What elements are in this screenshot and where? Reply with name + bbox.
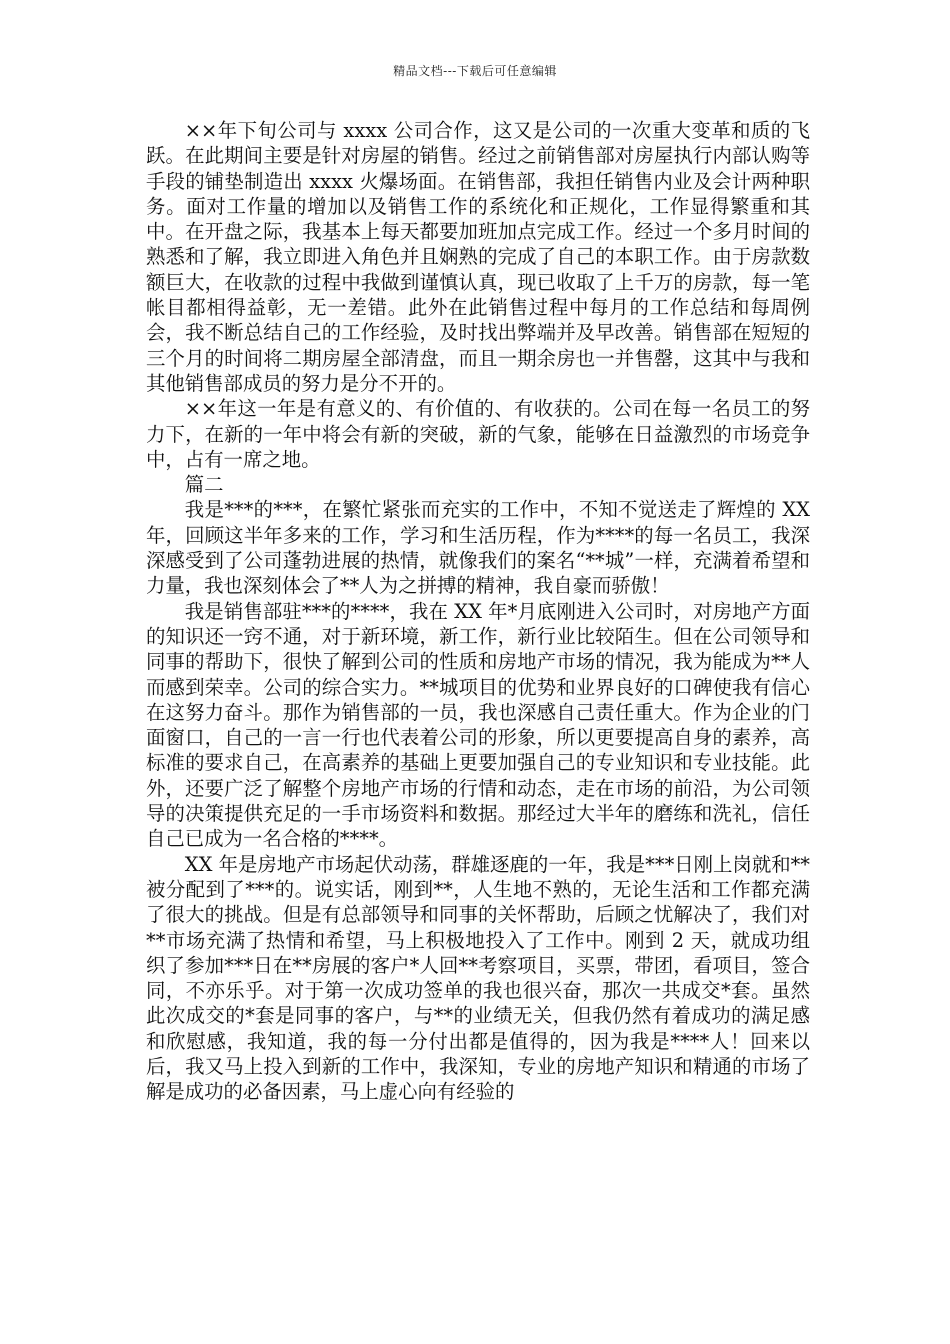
paragraph: XX 年是房地产市场起伏动荡，群雄逐鹿的一年，我是***日刚上岗就和**被分配到了***的。说实话，刚到**，人生地不熟的，无论生活和工作都充满了很大的挑战。但是有总部领导和同事的关怀帮助，后顾之忧解决了，我们对**市场充满了热情和希望，马上积极地投入了工作中。刚到 2 天，就成功组织了参加***日在**房展的客户*人回**考察项目，买票，带团，看项目，签合同，不亦乐乎。对于第一次成功签单的我也很兴奋，那次一共成交*套。虽然此次成交的*套是同事的客户，与**的业绩无关，但我仍然有着成功的满足感和欣慰感，我知道，我的每一分付出都是值得的，因为我是****人！回来以后，我又马上投入到新的工作中，我深知，专业的房地产知识和精通的市场了解是成功的必备因素，马上虚心向有经验的	[146, 852, 810, 1104]
paragraph: ××年这一年是有意义的、有价值的、有收获的。公司在每一名员工的努力下，在新的一年中将会有新的突破，新的气象，能够在日益激烈的市场竞争中，占有一席之地。	[146, 397, 810, 471]
document-body	[146, 118, 810, 1105]
paragraph: 我是销售部驻***的****，我在 XX 年*月底刚进入公司时，对房地产方面的知识还一窍不通，对于新环境，新工作，新行业比较陌生。但在公司领导和同事的帮助下，很快了解到公司的性质和房地产市场的情况，我为能成为**人而感到荣幸。公司的综合实力。**城项目的优势和业界良好的口碑使我有信心在这努力奋斗。那作为销售部的一员，我也深感自己责任重大。作为企业的门面窗口，自己的一言一行也代表着公司的形象，所以更要提高自身的素养，高标准的要求自己，在高素养的基础上更要加强自己的专业知识和专业技能。此外，还要广泛了解整个房地产市场的行情和动态，走在市场的前沿，为公司领导的决策提供充足的一手市场资料和数据。那经过大半年的磨练和洗礼，信任自己已成为一名合格的****。	[146, 599, 810, 851]
section-title: 篇二	[184, 473, 224, 497]
page-header: 精品文档---下载后可任意编辑	[393, 64, 557, 78]
paragraph: 我是***的***，在繁忙紧张而充实的工作中，不知不觉送走了辉煌的 XX 年，回顾这半年多来的工作，学习和生活历程，作为****的每一名员工，我深深感受到了公司蓬勃进展的热情，就像我们的案名“**城”一样，充满着希望和力量，我也深刻体会了**人为之拼搏的精神，我自豪而骄傲！	[146, 498, 810, 598]
paragraph: ××年下旬公司与 xxxx 公司合作，这又是公司的一次重大变革和质的飞跃。在此期间主要是针对房屋的销售。经过之前销售部对房屋执行内部认购等手段的铺垫制造出 xxxx 火爆场面。在销售部，我担任销售内业及会计两种职务。面对工作量的增加以及销售工作的系统化和正规化，工作显得繁重和其中。在开盘之际，我基本上每天都要加班加点完成工作。经过一个多月时间的熟悉和了解，我立即进入角色并且娴熟的完成了自己的本职工作。由于房款数额巨大，在收款的过程中我做到谨慎认真，现已收取了上千万的房款，每一笔帐目都相得益彰，无一差错。此外在此销售过程中每月的工作总结和每周例会，我不断总结自己的工作经验，及时找出弊端并及早改善。销售部在短短的三个月的时间将二期房屋全部清盘，而且一期余房也一并售罄，这其中与我和其他销售部成员的努力是分不开的。	[146, 119, 810, 395]
